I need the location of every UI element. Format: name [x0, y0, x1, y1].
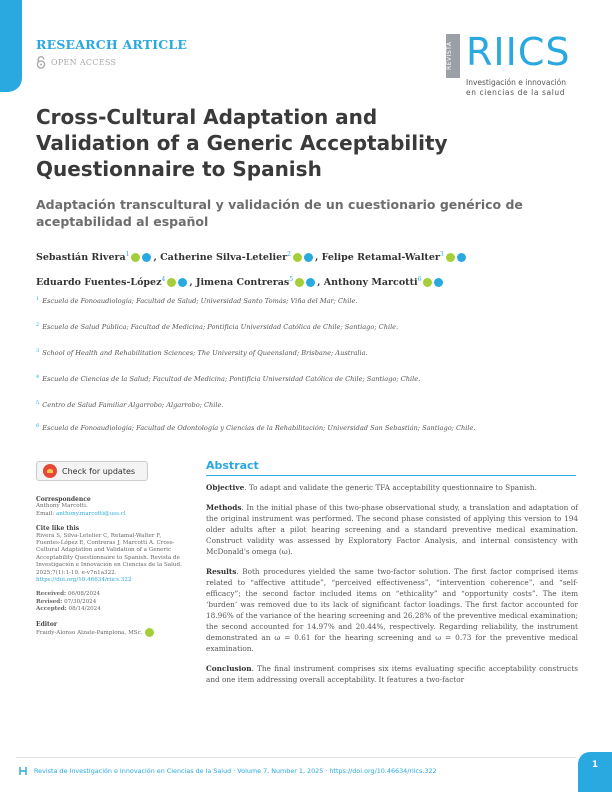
accepted-date: Accepted: 08/14/2024 [36, 606, 101, 613]
correspondence-block [36, 496, 186, 518]
footer-journal-text: Revista de Investigación e Innovación en Ciencias de la Salud · Volume 7, Number 1, 2025 · https://doi.org/10.46634/riics.322 [34, 767, 437, 775]
logo-wordmark: RIICS [466, 30, 571, 74]
orcid-icon[interactable] [446, 253, 455, 262]
abstract-methods: Methods. In the initial phase of this two-phase observational study, a translation and adaptation of the original instrument was performed. The second phase consisted of applying this version to 194 older adults after a pilot hearing screening and a standard preventive medical examination. Construct validity was assessed by Exploratory Factor Analysis, and internal consistency with McDonald's omega (ω). [206, 503, 578, 556]
email-icon[interactable] [304, 253, 313, 262]
doi-link[interactable]: https://doi.org/10.46634/riics.322 [36, 577, 132, 584]
check-for-updates-button[interactable] [36, 461, 148, 481]
orcid-icon[interactable] [293, 253, 302, 262]
revised-date: Revised: 07/30/2024 [36, 598, 97, 605]
author[interactable]: Catherine Silva-Letelier$^2$ [160, 252, 315, 263]
email-icon[interactable] [457, 253, 466, 262]
affiliation-item: $^5$ Centro de Salud Familiar Algarrobo; Algarrobo; Chile. [36, 400, 224, 410]
logo-side-label: REVISTA [446, 34, 460, 78]
article-title: Cross-Cultural Adaptation and Validation of a Generic Acceptability Questionnaire to Spanish [36, 105, 448, 181]
page-number: 1 [578, 752, 612, 792]
affiliation-item: $^4$ Escuela de Ciencias de la Salud; Facultad de Medicina; Pontificia Universidad Católica de Chile; Santiago; Chile. [36, 374, 421, 384]
logo-subtitle-2: en ciencias de la salud [466, 88, 566, 97]
open-access-text: OPEN ACCESS [51, 58, 117, 67]
crossmark-icon [43, 464, 57, 478]
correspondence-heading: Correspondence [36, 496, 91, 503]
orcid-icon[interactable] [145, 628, 154, 637]
abstract-objective: Objective. To adapt and validate the generic TFA acceptability questionnaire to Spanish. [206, 483, 537, 492]
citation-heading: Cite like this [36, 525, 80, 533]
email-icon[interactable] [306, 278, 315, 287]
author[interactable]: Anthony Marcotti$^6$ [324, 277, 446, 288]
abstract-body [206, 482, 578, 694]
editor-block [36, 621, 186, 638]
abstract-conclusion: Conclusion. The final instrument comprises six items evaluating specific acceptability constructs and one item addressing overall acceptability. It features a two-factor [206, 664, 578, 684]
email-icon[interactable] [142, 253, 151, 262]
journal-mark-icon [18, 766, 28, 776]
affiliation-item: $^6$ Escuela de Fonoaudiología; Facultad de Odontología y Ciencias de la Rehabilitación; Universidad San Sebastián; Santiago; Chile. [36, 423, 476, 433]
received-date: Received: 06/08/2024 [36, 591, 101, 598]
author[interactable]: Sebastián Rivera$^1$ [36, 252, 153, 263]
orcid-icon[interactable] [167, 278, 176, 287]
article-type-label: RESEARCH ARTICLE [36, 37, 188, 52]
citation-block [36, 525, 186, 584]
open-access-icon [36, 56, 46, 69]
abstract-results: Results. Both procedures yielded the same two-factor solution. The first factor comprised items related to “affective attitude”, “perceived effectiveness”, “intervention coherence”, and “self-efficacy”; the second factor included items on “ethicality” and “opportunity costs”. The item ‘burden’ was removed due to its lack of significant factor loadings. The first factor accounted for 18.96% of the variance of the hearing screening and 26.28% of the preventive medical examination; the second accounted for 14.97% and 20.44%, respectively. Regarding reliability, the instrument demonstrated an ω = 0.61 for the hearing screening and ω = 0.73 for the preventive medical examination. [206, 567, 578, 653]
abstract-divider [206, 475, 576, 476]
orcid-icon[interactable] [131, 253, 140, 262]
orcid-icon[interactable] [295, 278, 304, 287]
correspondence-name: Anthony Marcotti. [36, 503, 88, 510]
affiliation-item: $^1$ Escuela de Fonoaudiología; Facultad de Salud; Universidad Santo Tomás; Viña del Mar; Chile. [36, 296, 358, 306]
correspondence-email-row: Email: anthony.marcotti@uss.cl [36, 510, 126, 517]
logo-subtitle-1: Investigación e innovación [466, 78, 567, 87]
article-subtitle: Adaptación transcultural y validación de un cuestionario genérico de aceptabilidad al español [36, 197, 523, 229]
check-for-updates-label: Check for updates [62, 466, 136, 476]
affiliation-item: $^2$ Escuela de Salud Pública; Facultad de Medicina; Pontificia Universidad Católica de Chile; Santiago; Chile. [36, 322, 399, 332]
footer-divider [16, 757, 576, 758]
author-list: Sebastián Rivera$^1$ , Catherine Silva-Letelier$^2$ , Felipe Retamal-Walter$^3$ Eduardo Fuentes-López$^4$ , Jimena Contreras$^5$ , Anthony Marcotti$^6$ [36, 244, 596, 294]
email-link[interactable]: anthony.marcotti@uss.cl [55, 510, 126, 517]
article-sidebar [36, 496, 186, 645]
author[interactable]: Eduardo Fuentes-López$^4$ [36, 277, 189, 288]
author[interactable]: Felipe Retamal-Walter$^3$ [322, 252, 468, 263]
orcid-icon[interactable] [423, 278, 432, 287]
open-access-badge [36, 56, 116, 69]
journal-logo [446, 30, 588, 97]
citation-text: Rivera S, Silva-Letelier C, Retamal-Walter F, Fuentes-López E, Contreras J, Marcotti A. Cross-Cultural Adaptation and Validation of a Generic Acceptability Questionnaire to Spanish. Revista de Investigación e Innovación en Ciencias de la Salud. 2025;7(1):1-19. e-v7n1a322. [36, 532, 182, 576]
editor-heading: Editor [36, 620, 57, 628]
dates-block [36, 591, 186, 613]
author[interactable]: Jimena Contreras$^5$ [196, 277, 317, 288]
affiliation-item: $^3$ School of Health and Rehabilitation Sciences; The University of Queensland; Brisbane; Australia. [36, 348, 368, 358]
email-icon[interactable] [434, 278, 443, 287]
page-footer [18, 766, 437, 776]
editor-name: Fraidy-Alonso Alzate-Pamplona, MSc. [36, 628, 186, 637]
abstract-heading: Abstract [206, 459, 259, 472]
email-icon[interactable] [178, 278, 187, 287]
corner-tab [0, 0, 22, 92]
